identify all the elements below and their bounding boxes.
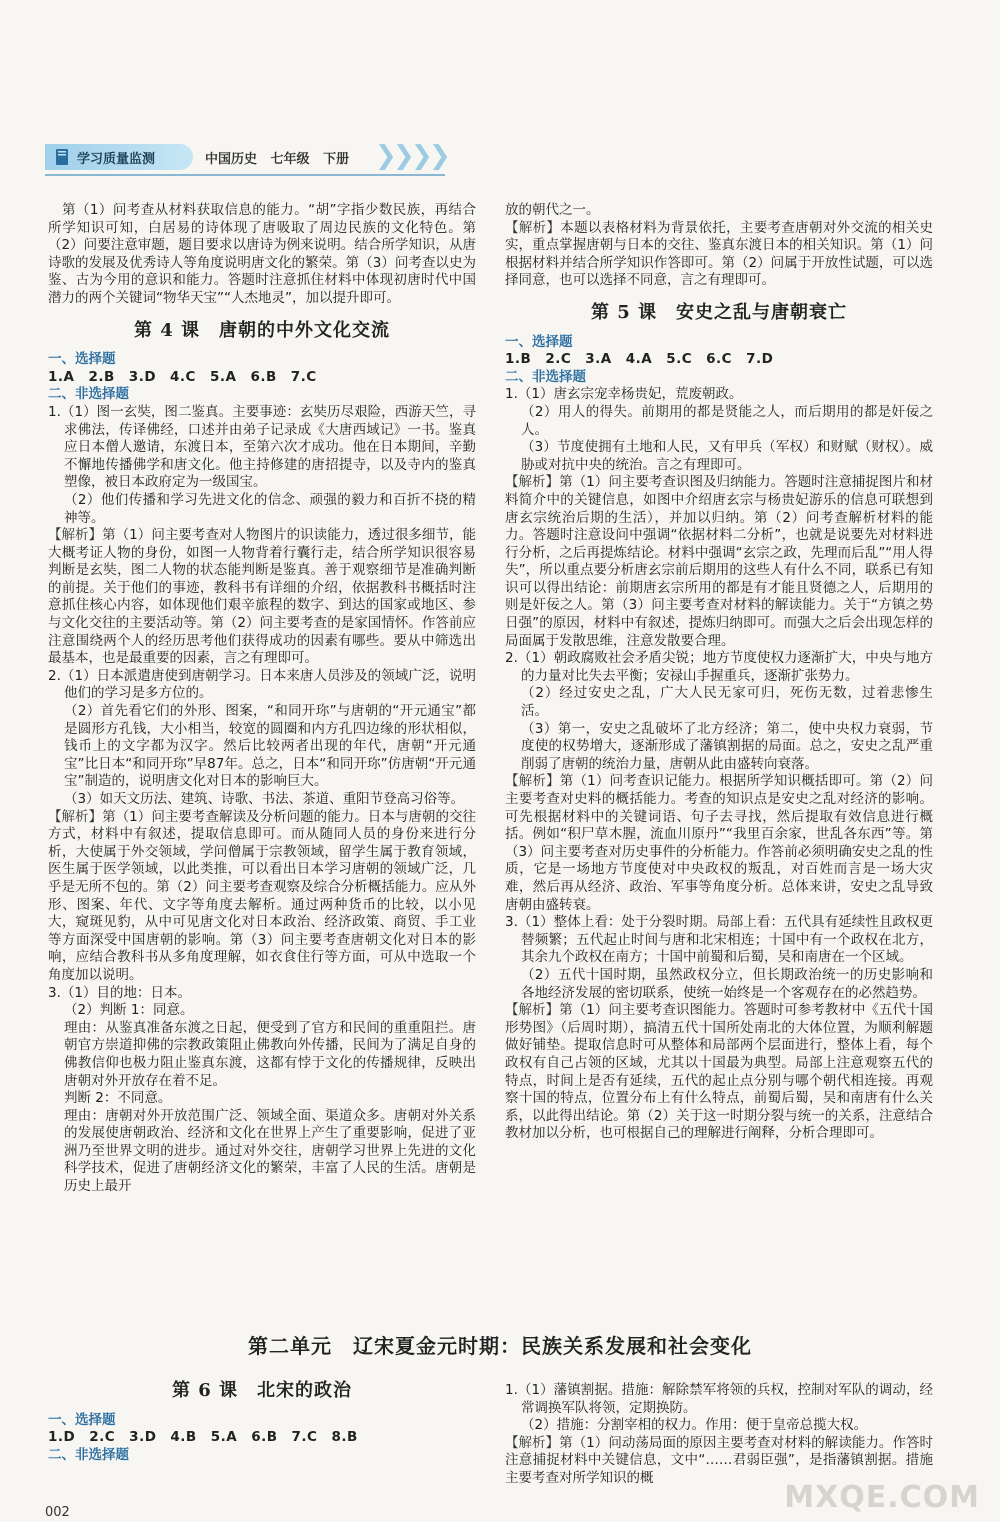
answer-text: （2）经过安史之乱，广大人民无家可归，死伤无数，过着悲惨生活。 bbox=[521, 685, 933, 720]
chevron-right-icon: ❯ bbox=[429, 141, 451, 171]
section-nonchoice-title: 二、非选择题 bbox=[505, 368, 586, 385]
section-choice-title: 一、选择题 bbox=[505, 333, 573, 350]
section-nonchoice-title: 二、非选择题 bbox=[48, 386, 129, 403]
right-column bbox=[505, 202, 933, 1143]
analysis-block: 【 解析 】 第（1）问动荡局面的原因主要考查对材料的解读能力。作答时注意捕捉材料中关键信息，文中“……君弱臣强”，是指藩镇割据。措施主要考查对所学知识的概 bbox=[505, 1435, 933, 1488]
answer-text: （2）他们传播和学习先进文化的信念、顽强的毅力和百折不挠的精神等。 bbox=[64, 491, 476, 526]
answer-text: （2）用人的得失。前期用的都是贤能之人，而后期用的都是奸佞之人。 bbox=[521, 403, 933, 438]
chevron-right-icon: ❯ bbox=[411, 141, 433, 171]
answer-text: （2）五代十国时期，虽然政权分立，但长期政治统一的历史影响和各地经济发展的密切联系，使统一始终是一个客观存在的必然趋势。 bbox=[521, 966, 933, 1001]
header-rule bbox=[45, 174, 445, 176]
answer-text: 2.（1）朝政腐败社会矛盾尖锐；地方节度使权力逐渐扩大，中央与地方的力量对比失去平衡；安禄山手握重兵，逐渐扩张势力。 bbox=[505, 650, 933, 684]
answer-text: 3.（1）目的地：日本。 bbox=[48, 984, 191, 1001]
answer-text: （3）如天文历法、建筑、诗歌、书法、茶道、重阳节登高习俗等。 bbox=[64, 791, 465, 807]
lesson-6-title: 第 6 课 北宋的政治 bbox=[171, 1380, 353, 1401]
answer-text: （3）第一，安史之乱破坏了北方经济；第二，使中央权力衰弱，节度使的权势增大，逐渐形成了藩镇割据的局面。总之，安史之乱严重削弱了唐朝的统治力量，唐朝从此由盛转向衰落。 bbox=[521, 720, 933, 772]
header-term: 下册 bbox=[323, 152, 350, 167]
analysis-tag: 【 解析 】 bbox=[505, 474, 559, 490]
section-choice-title: 一、选择题 bbox=[48, 1411, 116, 1428]
analysis-tag: 【 解析 】 bbox=[505, 773, 560, 789]
answer-text: 1.（1）图一玄奘，图二鉴真。主要事迹：玄奘历尽艰险，西游天竺，寻求佛法，传译佛经，口述并由弟子记录成《大唐西域记》一书。鉴真应日本僧人邀请，东渡日本，至第六次才成功。他在日本期间，辛勤不懈地传播佛学和唐文化。他主持修建的唐招提寺，以及寺内的鉴真塑像，被日本政府定为一级国宝。 bbox=[48, 403, 476, 491]
analysis-tag: 【 解析 】 bbox=[48, 809, 102, 825]
unit-title: 第二单元 辽宋夏金元时期：民族关系发展和社会变化 bbox=[248, 1334, 752, 1358]
chevron-right-icon: ❯ bbox=[375, 141, 397, 171]
answer-text: 理由：从鉴真准备东渡之日起，便受到了官方和民间的重重阻拦。唐朝官方崇道抑佛的宗教政策阻止佛教向外传播，民间为了满足自身的佛教信仰也极力阻止鉴真东渡，这都有悖于文化的传播规律，反映出唐朝对外开放存在着不足。 bbox=[64, 1019, 476, 1089]
answer-text: 1.（1）藩镇割据。措施：解除禁军将领的兵权，控制对军队的调动，经常调换军队将领，定期换防。 bbox=[505, 1382, 933, 1416]
analysis-block: 【 解析 】 本题以表格材料为背景依托，主要考查唐朝对外交流的相关史实，重点掌握唐朝与日本的交往、鉴真东渡日本的相关知识。第（1）问根据材料并结合所学知识作答即可。第（2）问属于开放性试题，可以选择同意，也可以选择不同意，言之有理即可。 bbox=[505, 220, 933, 290]
answer-text: 判断 2：不同意。 bbox=[64, 1090, 172, 1107]
choice-answers: 1.A 2.B 3.D 4.C 5.A 6.B 7.C bbox=[48, 368, 317, 385]
analysis-block: 【 解析 】 第（1）问主要考查对人物图片的识读能力，透过很多细节，能大概考证人物的身份，如图一人物背着行囊行走，结合所学知识很容易判断是玄奘，图二人物的状态能判断是鉴真。善于观察细节是准确判断的前提。关于他们的事迹，教科书有详细的介绍，依据教科书概括时注意抓住核心内容，如体现他们艰辛旅程的数字、到达的国家或地区、参与文化交往的主要活动等。第（2）问主要考查的是家国情怀。作答前应注意围绕两个人的经历思考他们获得成功的因素有哪些。要从中筛选出最基本，也是最重要的因素，言之有理即可。 bbox=[48, 527, 476, 668]
left-column bbox=[48, 202, 476, 1196]
header-subject-info bbox=[205, 148, 358, 167]
header-grade: 七年级 bbox=[270, 152, 310, 167]
analysis-tag: 【 解析 】 bbox=[505, 1435, 559, 1451]
book-icon bbox=[55, 148, 69, 166]
lesson-5-title: 第 5 课 安史之乱与唐朝衰亡 bbox=[590, 301, 848, 323]
answer-text: （2）首先看它们的外形、图案，“和同开珎”与唐朝的“开元通宝”都是圆形方孔钱，大小相当，较宽的圆圈和内方孔四边缘的形状相似，钱币上的文字都为汉字。然后比较两者出现的年代，唐朝“开元通宝”比日本“和同开珎”早87年。总之，日本“和同开珎”仿唐朝“开元通宝”制造的，说明唐文化对日本的影响巨大。 bbox=[64, 703, 476, 790]
analysis-tag: 【 解析 】 bbox=[505, 1002, 559, 1018]
answer-text: 3.（1）整体上看：处于分裂时期。局部上看：五代具有延续性且政权更替频繁；五代起止时间与唐和北宋相连；十国中有一个政权在北方，其余九个政权在南方；十国中前蜀和后蜀，吴和南唐在一个区域。 bbox=[505, 914, 933, 966]
answer-text: （2）措施：分割宰相的权力。作用：便于皇帝总揽大权。 bbox=[521, 1417, 868, 1434]
analysis-block: 【 解析 】 第（1）问主要考查解读及分析问题的能力。日本与唐朝的交往方式，材料中有叙述，提取信息即可。而从随同人员的身份来进行分析，大使属于外交领域，学问僧属于宗教领域，留学生属于教育领域，医生属于医学领域，以此类推，可以看出日本学习唐朝的领域广泛，几乎是无所不包的。第（2）问主要考查观察及综合分析概括能力。应从外形、图案、年代、文字等角度去解析。通过两种货币的比较，以小见大，窥斑见豹，从中可见唐文化对日本政治、经济政策、商贸、手工业等方面深受中国唐朝的影响。第（3）问主要考查唐朝文化对日本的影响，应结合教科书从多角度理解，如衣食住行等方面，可从中选取一个角度加以说明。 bbox=[48, 809, 476, 985]
analysis-block: 【 解析 】 第（1）问主要考查识图能力。答题时可参考教材中《五代十国形势图》（后周时期），搞清五代十国所处南北的大体位置，为顺利解题做好铺垫。提取信息时可从整体和局部两个层面进行，整体上看，每个政权有自己占领的区域，尤其以十国最为典型。局部上注意观察五代的特点，时间上是否有延续，五代的起止点分别与哪个朝代相连接。再观察十国的特点，位置分布上有什么特点，前蜀后蜀，吴和南唐有什么关系，以此得出结论。第（2）关于这一时期分裂与统一的关系，注意结合教材加以分析，也可根据自己的理解进行阐释，分析合理即可。 bbox=[505, 1002, 933, 1143]
left-column-bottom bbox=[48, 1382, 476, 1464]
section-choice-title: 一、选择题 bbox=[48, 351, 116, 368]
header-tab-label: 学习质量监测 bbox=[77, 152, 156, 167]
right-column-bottom bbox=[505, 1382, 933, 1488]
answer-text: 2.（1）日本派遣唐使到唐朝学习。日本来唐人员涉及的领域广泛，说明他们的学习是多方位的。 bbox=[48, 667, 476, 702]
analysis-tag: 【 解析 】 bbox=[505, 220, 560, 236]
page-number: 002 bbox=[45, 1505, 70, 1520]
paragraph: 第（1）问考查从材料获取信息的能力。“胡”字指少数民族，再结合所学知识可知，白居易的诗体现了唐吸取了周边民族的文化特色。第（2）问要注意审题，题目要求以唐诗为例来说明。结合所学知识，从唐诗歌的发展及优秀诗人等角度说明唐文化的繁荣。第（3）问考查以史为鉴、古为今用的意识和能力。答题时注意抓住材料中体现初唐时代中国潜力的两个关键词“物华天宝”“人杰地灵”，加以提升即可。 bbox=[48, 202, 476, 306]
answer-text: （2）判断 1：同意。 bbox=[64, 1002, 194, 1019]
lesson-4-title: 第 4 课 唐朝的中外文化交流 bbox=[133, 319, 391, 341]
answer-text: 1.（1）唐玄宗宠幸杨贵妃，荒废朝政。 bbox=[505, 386, 743, 403]
choice-answers: 1.B 2.C 3.A 4.A 5.C 6.C 7.D bbox=[505, 351, 774, 368]
header-tab bbox=[45, 144, 193, 170]
header-subject: 中国历史 bbox=[205, 152, 258, 167]
analysis-block: 【 解析 】 第（1）问考查识记能力。根据所学知识概括即可。第（2）问主要考查对史料的概括能力。考查的知识点是安史之乱对经济的影响。可先根据材料中的关键词语、句子去寻找，然后提取有效信息进行概括。例如“积尸草木腥，流血川原丹”“我里百余家，世乱各东西”等。第（3）问主要考查对历史事件的分析能力。作答前必须明确安史之乱的性质，它是一场地方节度使对中央政权的叛乱，对百姓而言是一场大灾难，然后再从经济、政治、军事等角度分析。总体来讲，安史之乱导致唐朝由盛转衰。 bbox=[505, 773, 933, 914]
chevron-right-icon: ❯ bbox=[393, 141, 415, 171]
answer-text: （3）节度使拥有土地和人民，又有甲兵（军权）和财赋（财权）。威胁或对抗中央的统治。言之有理即可。 bbox=[521, 439, 933, 473]
answer-text: 理由：唐朝对外开放范围广泛、领域全面、渠道众多。唐朝对外关系的发展使唐朝政治、经济和文化在世界上产生了重要影响，促进了亚洲乃至世界文明的进步。通过对外交往，唐朝学习世界上先进的文化科学技术，促进了唐朝经济文化的繁荣，丰富了人民的生活。唐朝是历史上最开 bbox=[64, 1107, 476, 1195]
paragraph: 放的朝代之一。 bbox=[505, 202, 600, 218]
analysis-block: 【 解析 】 第（1）问主要考查识图及归纳能力。答题时注意捕捉图片和材料简介中的关键信息，如图中介绍唐玄宗与杨贵妃游乐的信息可联想到唐玄宗统治后期的生活），并加以归纳。第（2）问考查解析材料的能力。答题时注意设问中强调“依据材料二分析”，也就是说要先对材料进行分析，之后再提炼结论。材料中强调“玄宗之政，先理而后乱”“用人得失”，所以重点要分析唐玄宗前后期用的这些人有什么不同，联系已有知识可以得出结论：前期唐玄宗所用的都是有才能且贤德之人，后期用的则是奸佞之人。第（3）问主要考查对材料的解读能力。关于“方镇之势日强”的原因，材料中有叙述，提炼归纳即可。而强大之后会出现怎样的局面属于发散思维，注意发散要合理。 bbox=[505, 474, 933, 650]
page-header bbox=[45, 140, 451, 174]
section-nonchoice-title: 二、非选择题 bbox=[48, 1446, 129, 1463]
choice-answers: 1.D 2.C 3.D 4.B 5.A 6.B 7.C 8.B bbox=[48, 1429, 358, 1446]
watermark: MXQE.COM bbox=[784, 1480, 980, 1515]
analysis-tag: 【 解析 】 bbox=[48, 527, 102, 543]
